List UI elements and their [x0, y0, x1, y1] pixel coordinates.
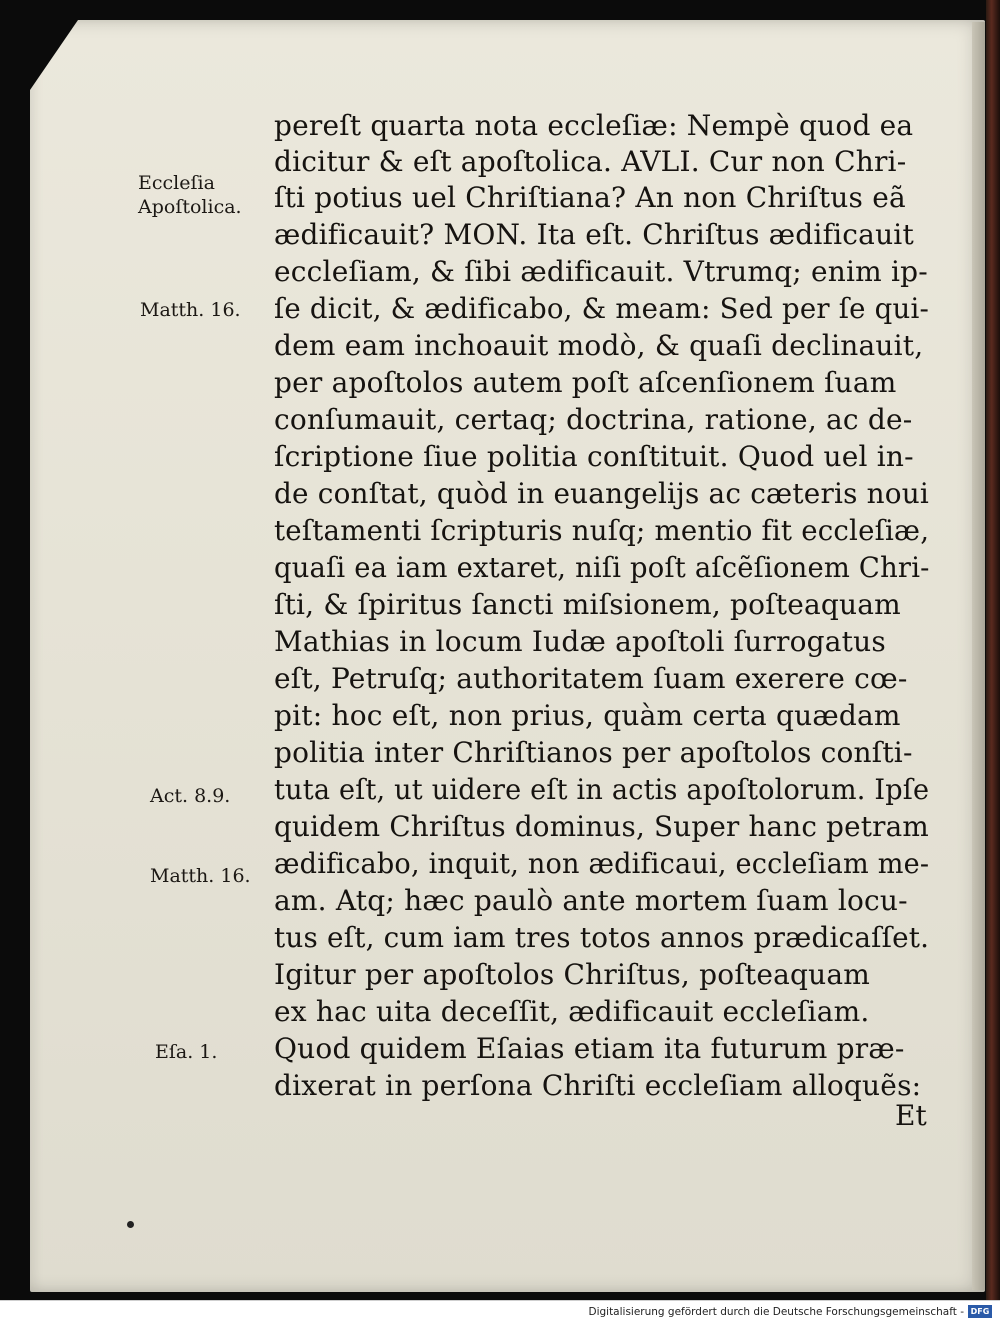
- margin-note-act-8-9: Act. 8.9.: [150, 785, 231, 807]
- folded-corner: [30, 20, 78, 90]
- ink-dot: [127, 1221, 134, 1228]
- page-edge: [972, 22, 985, 1290]
- text-line: ex hac uita deceſſit, ædificauit eccleſiam.: [274, 995, 870, 1028]
- text-line: teſtamenti ſcripturis nuſq; mentio fit eccleſiæ,: [274, 514, 930, 547]
- text-line: ſe dicit, & ædificabo, & meam: Sed per ſe qui-: [274, 292, 930, 325]
- text-line: ſti potius uel Chriſtiana? An non Chriſtus eã: [274, 181, 906, 214]
- text-line: eſt, Petruſq; authoritatem ſuam exerere cœ-: [274, 662, 908, 695]
- margin-note-apostolica: Apoſtolica.: [138, 196, 242, 218]
- text-line: Mathias in locum Iudæ apoſtoli ſurrogatus: [274, 625, 886, 658]
- text-line: dixerat in perſona Chriſti eccleſiam alloquẽs:: [274, 1069, 922, 1102]
- text-line: tus eſt, cum iam tres totos annos prædicaſſet.: [274, 921, 930, 954]
- text-line: ſcriptione ſiue politia conſtituit. Quod uel in-: [274, 440, 914, 473]
- footer-bar: [0, 1300, 1000, 1323]
- margin-note-ecclesia: Eccleſia: [138, 172, 215, 194]
- margin-note-esa-1: Eſa. 1.: [155, 1041, 218, 1063]
- text-line: de conſtat, quòd in euangelijs ac cæteris noui: [274, 477, 930, 510]
- text-line: quaſi ea iam extaret, niſi poſt aſcẽſionem Chri-: [274, 551, 930, 584]
- dfg-logo[interactable]: DFG: [968, 1305, 992, 1318]
- text-line: dicitur & eſt apoſtolica. AVLI. Cur non Chri-: [274, 145, 907, 178]
- margin-note-matth-16-second: Matth. 16.: [150, 865, 251, 887]
- catchword: Et: [895, 1099, 927, 1132]
- text-line: ædificauit? MON. Ita eſt. Chriſtus ædificauit: [274, 218, 914, 251]
- text-line: dem eam inchoauit modò, & quaſi declinauit,: [274, 329, 924, 362]
- text-line: ædificabo, inquit, non ædificaui, eccleſiam me-: [274, 847, 930, 880]
- book-spine: [986, 0, 1000, 1300]
- text-line: tuta eſt, ut uidere eſt in actis apoſtolorum. Ipſe: [274, 773, 930, 806]
- text-line: Quod quidem Eſaias etiam ita futurum præ-: [274, 1032, 905, 1065]
- text-line: conſumauit, certaq; doctrina, ratione, ac de-: [274, 403, 913, 436]
- text-line: ſti, & ſpiritus ſancti miſsionem, poſteaquam: [274, 588, 901, 621]
- margin-note-matth-16-first: Matth. 16.: [140, 299, 241, 321]
- text-line: eccleſiam, & ſibi ædificauit. Vtrumq; enim ip-: [274, 255, 928, 288]
- text-line: Igitur per apoſtolos Chriſtus, poſteaquam: [274, 958, 870, 991]
- text-line: quidem Chriſtus dominus, Super hanc petram: [274, 810, 929, 843]
- digitization-credit: Digitalisierung gefördert durch die Deutsche Forschungsgemeinschaft -: [588, 1306, 964, 1318]
- text-line: am. Atq; hæc paulò ante mortem ſuam locu-: [274, 884, 908, 917]
- text-line: per apoſtolos autem poſt aſcenſionem ſuam: [274, 366, 897, 399]
- text-line: pit: hoc eſt, non prius, quàm certa quædam: [274, 699, 901, 732]
- text-line: pereſt quarta nota eccleſiæ: Nempè quod ea: [274, 109, 914, 142]
- text-line: politia inter Chriſtianos per apoſtolos conſti-: [274, 736, 913, 769]
